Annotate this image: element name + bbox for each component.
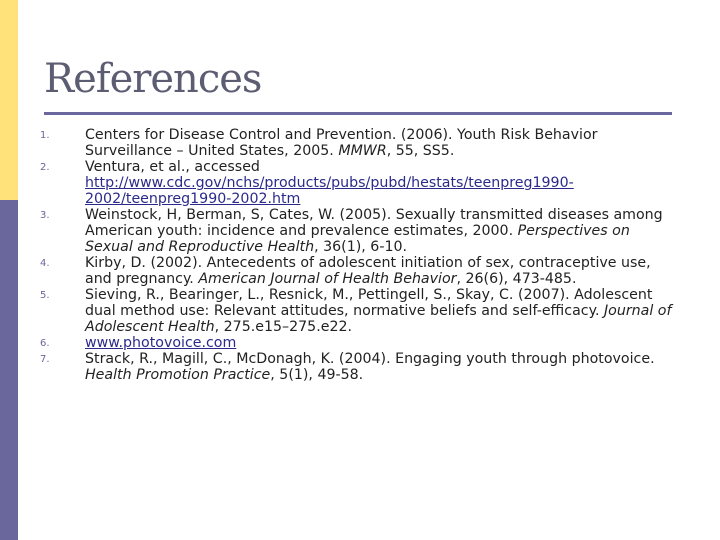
reference-number: 2.	[40, 162, 50, 173]
reference-item	[40, 159, 680, 207]
reference-item	[40, 255, 680, 287]
reference-source-title: American Journal of Health Behavior	[198, 271, 457, 287]
reference-item	[40, 287, 680, 335]
reference-link[interactable]: www.photovoice.com	[85, 335, 237, 351]
reference-item	[40, 207, 680, 255]
reference-number: 6.	[40, 338, 50, 349]
reference-text: Kirby, D. (2002). Antecedents of adolescent initiation of sex, contraceptive use, and pregnancy.	[85, 255, 651, 287]
reference-number: 5.	[40, 290, 50, 301]
reference-number: 3.	[40, 210, 50, 221]
reference-text: , 5(1), 49-58.	[270, 367, 364, 383]
references-list	[40, 127, 680, 383]
reference-text: Strack, R., Magill, C., McDonagh, K. (2004). Engaging youth through photovoice.	[85, 351, 655, 367]
reference-text: , 55, SS5.	[386, 143, 455, 159]
reference-number: 7.	[40, 354, 50, 365]
title-divider	[44, 112, 672, 115]
reference-text: Centers for Disease Control and Prevention. (2006). Youth Risk Behavior Surveillance – United States, 2005.	[85, 127, 598, 159]
reference-number: 1.	[40, 130, 50, 141]
reference-item	[40, 127, 680, 159]
reference-item	[40, 351, 680, 383]
reference-text: Sieving, R., Bearinger, L., Resnick, M., Pettingell, S., Skay, C. (2007). Adolescent dual method use: Relevant attitudes, normative beliefs and self-efficacy.	[85, 287, 653, 319]
reference-text: , 36(1), 6-10.	[314, 239, 408, 255]
slide-title: References	[44, 56, 262, 102]
reference-source-title: Journal of Adolescent Health	[85, 303, 672, 335]
reference-source-title: Perspectives on Sexual and Reproductive Health	[85, 223, 630, 255]
reference-source-title: Health Promotion Practice	[85, 367, 271, 383]
sidebar-accent-bottom	[0, 200, 18, 540]
reference-text: Weinstock, H, Berman, S, Cates, W. (2005). Sexually transmitted diseases among American youth: incidence and prevalence estimates, 2000.	[85, 207, 663, 239]
reference-text: , 26(6), 473-485.	[456, 271, 577, 287]
reference-source-title: MMWR	[338, 143, 387, 159]
reference-item	[40, 335, 680, 351]
reference-link[interactable]: http://www.cdc.gov/nchs/products/pubs/pubd/hestats/teenpreg1990-2002/teenpreg1990-2002.htm	[85, 175, 574, 207]
reference-text: Ventura, et al., accessed	[85, 159, 260, 175]
reference-number: 4.	[40, 258, 50, 269]
reference-text: , 275.e15–275.e22.	[214, 319, 353, 335]
